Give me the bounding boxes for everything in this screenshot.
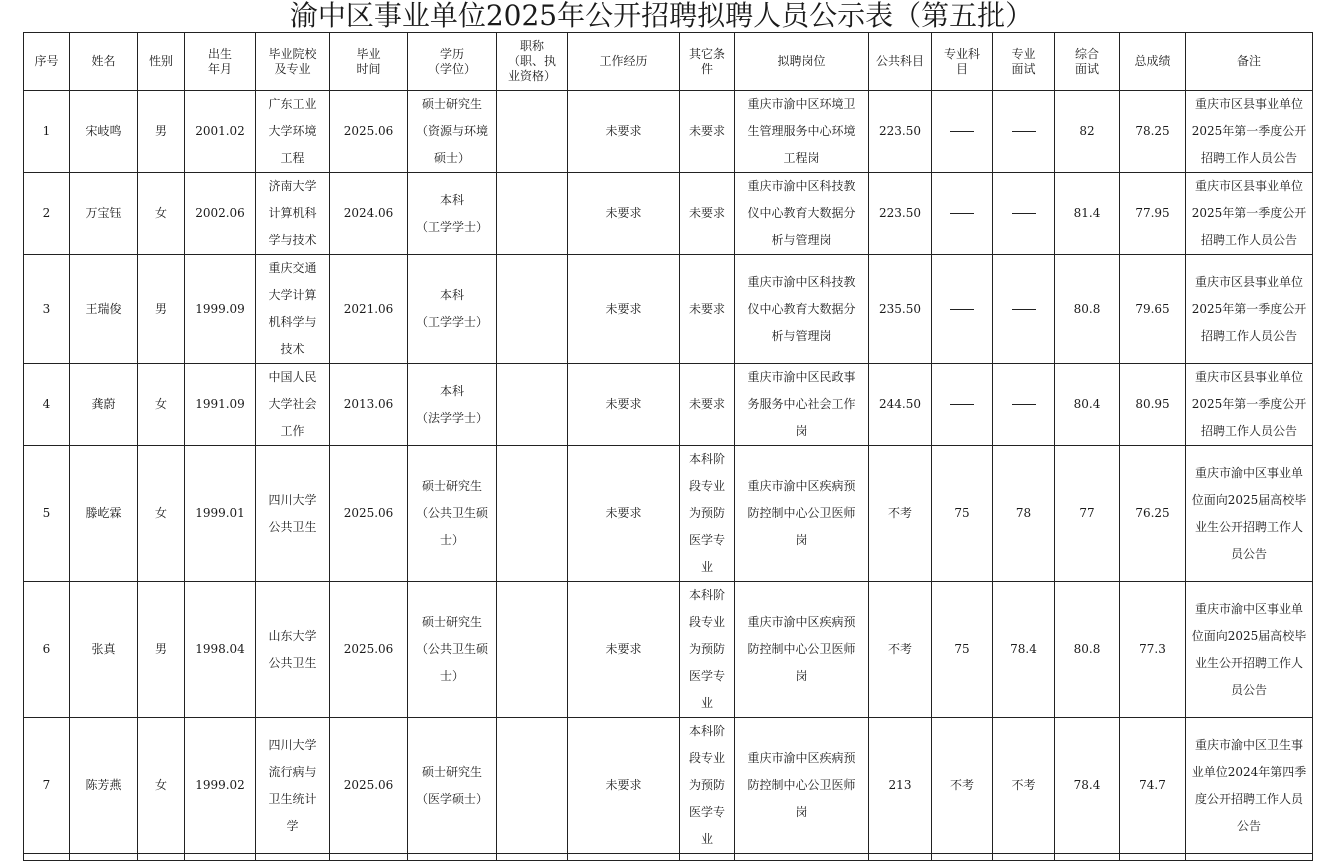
empty-cell — [1120, 854, 1186, 861]
cell-text: 本科阶 段专业 为预防 医学专 业 — [688, 452, 725, 574]
cell-name — [70, 582, 138, 718]
cell-no — [24, 364, 70, 446]
cell-text: 张真 — [91, 642, 116, 656]
cell-total — [1120, 255, 1186, 364]
empty-cell — [408, 854, 497, 861]
header-gender: 性别 — [138, 33, 185, 91]
empty-cell — [70, 854, 138, 861]
cell-grad-time — [330, 173, 408, 255]
cell-experience — [568, 255, 680, 364]
cell-gender — [138, 718, 185, 854]
cell-total — [1120, 582, 1186, 718]
cell-gender — [138, 364, 185, 446]
cell-title — [497, 173, 568, 255]
cell-total — [1120, 446, 1186, 582]
cell-text: 未要求 — [605, 301, 642, 316]
cell-text: 重庆市区县事业单位 2025年第一季度公开 招聘工作人员公告 — [1191, 274, 1307, 343]
cell-text: 1999.01 — [195, 506, 245, 520]
cell-text: 223.50 — [879, 124, 921, 138]
empty-cell — [680, 854, 735, 861]
cell-birth — [185, 364, 256, 446]
cell-text: 75 — [954, 642, 970, 656]
cell-gender — [138, 173, 185, 255]
cell-text: 男 — [154, 642, 167, 656]
cell-text: 本科 （工学学士） — [415, 192, 488, 234]
cell-experience — [568, 446, 680, 582]
cell-text: 4 — [42, 397, 51, 411]
cell-grad-time — [330, 446, 408, 582]
cell-experience — [568, 364, 680, 446]
cell-major-interview — [993, 446, 1055, 582]
cell-public — [869, 173, 932, 255]
cell-birth — [185, 173, 256, 255]
cell-text: 78.25 — [1135, 124, 1170, 138]
cell-text: 硕士研究生 （公共卫生硕 士） — [415, 615, 488, 683]
cell-text: 未要求 — [605, 206, 642, 220]
cell-text: 陈芳燕 — [85, 778, 122, 792]
table-row — [24, 582, 1313, 718]
cell-general-interview — [1055, 582, 1120, 718]
cell-remark — [1186, 255, 1313, 364]
header-post: 拟聘岗位 — [735, 33, 869, 91]
cell-general-interview — [1055, 255, 1120, 364]
cell-text: 78.4 — [1073, 778, 1101, 792]
cell-text: 四川大学 公共卫生 — [268, 492, 317, 534]
cell-school — [256, 91, 330, 173]
header-school: 毕业院校 及专业 — [256, 33, 330, 91]
cell-text: 不考 — [887, 506, 912, 520]
cell-text: 硕士研究生 （资源与环境 硕士） — [415, 97, 488, 165]
cell-other — [680, 173, 735, 255]
dash-mark — [950, 309, 974, 310]
header-general-interview: 综合 面试 — [1055, 33, 1120, 91]
cell-major-interview — [993, 718, 1055, 854]
header-name: 姓名 — [70, 33, 138, 91]
cell-major-exam — [932, 91, 993, 173]
table-header-row — [24, 33, 1313, 91]
cell-text: 80.95 — [1135, 397, 1170, 411]
cell-text: 滕屹霖 — [85, 506, 122, 520]
cell-major-exam — [932, 173, 993, 255]
empty-cell — [932, 854, 993, 861]
cell-degree — [408, 582, 497, 718]
cell-birth — [185, 446, 256, 582]
cell-public — [869, 364, 932, 446]
cell-text: 77 — [1079, 506, 1095, 520]
cell-text: 80.8 — [1073, 642, 1101, 656]
cell-text: 7 — [42, 778, 51, 792]
cell-experience — [568, 91, 680, 173]
cell-other — [680, 91, 735, 173]
cell-no — [24, 173, 70, 255]
cell-text: 未要求 — [688, 206, 725, 220]
cell-major-exam — [932, 364, 993, 446]
cell-text: 1991.09 — [195, 397, 245, 411]
cell-other — [680, 446, 735, 582]
cell-remark — [1186, 91, 1313, 173]
cell-name — [70, 255, 138, 364]
cell-experience — [568, 718, 680, 854]
dash-mark — [950, 213, 974, 214]
cell-text: 78.4 — [1010, 642, 1037, 656]
cell-gender — [138, 446, 185, 582]
cell-public — [869, 582, 932, 718]
cell-birth — [185, 582, 256, 718]
cell-text: 81.4 — [1073, 206, 1101, 220]
table-row — [24, 718, 1313, 854]
cell-birth — [185, 255, 256, 364]
cell-text: 女 — [154, 778, 167, 792]
cell-major-exam — [932, 446, 993, 582]
cell-post — [735, 255, 869, 364]
header-major-interview: 专业 面试 — [993, 33, 1055, 91]
dash-mark — [1012, 213, 1036, 214]
header-degree: 学历 （学位） — [408, 33, 497, 91]
cell-no — [24, 582, 70, 718]
cell-public — [869, 446, 932, 582]
cell-text: 75 — [954, 506, 970, 520]
cell-text: 男 — [154, 124, 167, 138]
cell-general-interview — [1055, 91, 1120, 173]
cell-birth — [185, 91, 256, 173]
cell-no — [24, 718, 70, 854]
cell-no — [24, 255, 70, 364]
cell-text: 未要求 — [605, 642, 642, 656]
table-row — [24, 364, 1313, 446]
cell-degree — [408, 255, 497, 364]
table-row — [24, 446, 1313, 582]
cell-remark — [1186, 582, 1313, 718]
cell-text: 重庆市渝中区事业单 位面向2025届高校毕 业生公开招聘工作人 员公告 — [1191, 601, 1307, 697]
cell-text: 中国人民 大学社会 工作 — [268, 370, 317, 438]
cell-text: 女 — [154, 397, 167, 411]
cell-text: 1998.04 — [195, 642, 245, 656]
cell-text: 78 — [1015, 506, 1032, 520]
empty-cell — [497, 854, 568, 861]
cell-post — [735, 582, 869, 718]
cell-gender — [138, 582, 185, 718]
cell-text: 未要求 — [688, 397, 725, 411]
cell-text: 龚蔚 — [91, 397, 116, 411]
cell-degree — [408, 718, 497, 854]
header-title: 职称 （职、执 业资格） — [497, 33, 568, 91]
cell-grad-time — [330, 255, 408, 364]
cell-text: 女 — [154, 206, 167, 220]
cell-text: 2025.06 — [343, 506, 394, 520]
cell-degree — [408, 446, 497, 582]
cell-name — [70, 91, 138, 173]
cell-text: 重庆市渝中区卫生事 业单位2024年第四季 度公开招聘工作人员 公告 — [1191, 737, 1307, 833]
empty-cell — [24, 854, 70, 861]
cell-school — [256, 446, 330, 582]
empty-cell — [256, 854, 330, 861]
cell-public — [869, 718, 932, 854]
cell-text: 2001.02 — [195, 124, 245, 138]
cell-major-interview — [993, 582, 1055, 718]
cell-title — [497, 446, 568, 582]
cell-general-interview — [1055, 173, 1120, 255]
cell-major-interview — [993, 173, 1055, 255]
cell-school — [256, 364, 330, 446]
cell-text: 重庆市渝中区民政事 务服务中心社会工作 岗 — [747, 370, 856, 438]
cell-post — [735, 446, 869, 582]
header-grad-time: 毕业 时间 — [330, 33, 408, 91]
cell-text: 不考 — [887, 642, 912, 656]
cell-post — [735, 718, 869, 854]
cell-major-exam — [932, 718, 993, 854]
cell-general-interview — [1055, 718, 1120, 854]
table-row-partial — [24, 854, 1313, 861]
cell-text: 女 — [154, 506, 167, 520]
cell-text: 244.50 — [879, 397, 921, 411]
cell-text: 79.65 — [1135, 301, 1170, 316]
cell-remark — [1186, 718, 1313, 854]
cell-grad-time — [330, 582, 408, 718]
cell-total — [1120, 91, 1186, 173]
cell-text: 6 — [42, 642, 51, 656]
cell-school — [256, 718, 330, 854]
cell-text: 硕士研究生 （公共卫生硕 士） — [415, 479, 488, 547]
cell-total — [1120, 173, 1186, 255]
empty-cell — [1055, 854, 1120, 861]
cell-name — [70, 364, 138, 446]
cell-title — [497, 91, 568, 173]
cell-text: 235.50 — [879, 301, 921, 316]
empty-cell — [185, 854, 256, 861]
dash-mark — [1012, 131, 1036, 132]
table-row — [24, 173, 1313, 255]
cell-experience — [568, 173, 680, 255]
cell-text: 不考 — [1011, 778, 1036, 792]
cell-remark — [1186, 446, 1313, 582]
cell-degree — [408, 364, 497, 446]
cell-major-exam — [932, 255, 993, 364]
cell-title — [497, 364, 568, 446]
cell-major-interview — [993, 91, 1055, 173]
cell-text: 未要求 — [605, 778, 642, 792]
cell-text: 济南大学 计算机科 学与技术 — [268, 179, 317, 247]
cell-text: 未要求 — [688, 301, 725, 316]
cell-text: 广东工业 大学环境 工程 — [268, 97, 317, 165]
cell-school — [256, 582, 330, 718]
cell-title — [497, 255, 568, 364]
cell-text: 2013.06 — [343, 397, 394, 411]
cell-text: 1 — [42, 124, 51, 138]
cell-text: 万宝钰 — [85, 206, 122, 220]
header-birth: 出生 年月 — [185, 33, 256, 91]
cell-text: 本科 （法学学士） — [415, 383, 488, 425]
header-other: 其它条 件 — [680, 33, 735, 91]
cell-name — [70, 173, 138, 255]
cell-degree — [408, 173, 497, 255]
cell-text: 未要求 — [605, 124, 642, 138]
header-total: 总成绩 — [1120, 33, 1186, 91]
cell-other — [680, 582, 735, 718]
cell-text: 2 — [42, 206, 51, 220]
cell-text: 山东大学 公共卫生 — [268, 628, 317, 670]
cell-major-exam — [932, 582, 993, 718]
cell-title — [497, 718, 568, 854]
cell-text: 重庆市渝中区科技教 仪中心教育大数据分 析与管理岗 — [747, 274, 856, 343]
cell-text: 77.3 — [1139, 642, 1166, 656]
cell-other — [680, 255, 735, 364]
cell-text: 5 — [42, 506, 51, 520]
cell-other — [680, 718, 735, 854]
cell-birth — [185, 718, 256, 854]
cell-text: 四川大学 流行病与 卫生统计 学 — [268, 737, 317, 833]
cell-text: 80.4 — [1073, 397, 1101, 411]
cell-text: 不考 — [949, 778, 974, 792]
cell-major-interview — [993, 255, 1055, 364]
cell-degree — [408, 91, 497, 173]
cell-text: 重庆市区县事业单位 2025年第一季度公开 招聘工作人员公告 — [1191, 179, 1307, 247]
cell-text: 本科阶 段专业 为预防 医学专 业 — [688, 588, 725, 710]
cell-text: 1999.09 — [195, 301, 245, 316]
cell-experience — [568, 582, 680, 718]
cell-text: 未要求 — [688, 124, 725, 138]
cell-text: 1999.02 — [195, 778, 245, 792]
cell-remark — [1186, 364, 1313, 446]
table-row — [24, 91, 1313, 173]
cell-grad-time — [330, 91, 408, 173]
cell-name — [70, 718, 138, 854]
cell-name — [70, 446, 138, 582]
cell-text: 2025.06 — [343, 642, 394, 656]
page-title: 渝中区事业单位2025年公开招聘拟聘人员公示表（第五批） — [289, 0, 1034, 32]
cell-text: 重庆市区县事业单位 2025年第一季度公开 招聘工作人员公告 — [1191, 370, 1307, 438]
empty-cell — [330, 854, 408, 861]
dash-mark — [950, 404, 974, 405]
header-experience: 工作经历 — [568, 33, 680, 91]
cell-text: 未要求 — [605, 506, 642, 520]
empty-cell — [568, 854, 680, 861]
cell-text: 男 — [154, 301, 167, 316]
dash-mark — [1012, 404, 1036, 405]
header-remark: 备注 — [1186, 33, 1313, 91]
cell-public — [869, 255, 932, 364]
dash-mark — [1012, 309, 1036, 310]
cell-text: 2025.06 — [343, 778, 394, 792]
table-row — [24, 255, 1313, 364]
cell-text: 本科阶 段专业 为预防 医学专 业 — [688, 724, 725, 846]
cell-text: 宋岐鸣 — [85, 124, 122, 138]
cell-text: 213 — [888, 778, 912, 792]
cell-total — [1120, 364, 1186, 446]
cell-text: 未要求 — [605, 397, 642, 411]
cell-post — [735, 173, 869, 255]
cell-text: 77.95 — [1135, 206, 1170, 220]
cell-major-interview — [993, 364, 1055, 446]
cell-text: 82 — [1079, 124, 1095, 138]
cell-title — [497, 582, 568, 718]
header-major-exam: 专业科 目 — [932, 33, 993, 91]
cell-text: 3 — [42, 301, 51, 316]
cell-school — [256, 173, 330, 255]
cell-text: 223.50 — [879, 206, 921, 220]
cell-school — [256, 255, 330, 364]
cell-gender — [138, 255, 185, 364]
cell-post — [735, 91, 869, 173]
cell-public — [869, 91, 932, 173]
table-body — [24, 91, 1313, 861]
cell-other — [680, 364, 735, 446]
cell-no — [24, 446, 70, 582]
cell-text: 重庆市渝中区疾病预 防控制中心公卫医师 岗 — [747, 479, 856, 547]
candidate-table — [23, 32, 1313, 861]
cell-grad-time — [330, 718, 408, 854]
cell-text: 重庆市渝中区疾病预 防控制中心公卫医师 岗 — [747, 751, 856, 819]
cell-text: 重庆市渝中区疾病预 防控制中心公卫医师 岗 — [747, 615, 856, 683]
empty-cell — [735, 854, 869, 861]
header-no: 序号 — [24, 33, 70, 91]
cell-text: 重庆交通 大学计算 机科学与 技术 — [268, 261, 317, 356]
cell-text: 重庆市渝中区环境卫 生管理服务中心环境 工程岗 — [747, 97, 856, 165]
cell-text: 重庆市区县事业单位 2025年第一季度公开 招聘工作人员公告 — [1191, 97, 1307, 165]
empty-cell — [138, 854, 185, 861]
cell-text: 硕士研究生 （医学硕士） — [415, 764, 488, 806]
cell-general-interview — [1055, 364, 1120, 446]
cell-text: 2021.06 — [343, 301, 394, 316]
cell-no — [24, 91, 70, 173]
cell-total — [1120, 718, 1186, 854]
cell-text: 2025.06 — [343, 124, 394, 138]
cell-gender — [138, 91, 185, 173]
cell-text: 74.7 — [1139, 778, 1166, 792]
empty-cell — [993, 854, 1055, 861]
cell-text: 王瑞俊 — [85, 301, 122, 316]
cell-text: 本科 （工学学士） — [415, 288, 488, 329]
cell-post — [735, 364, 869, 446]
cell-text: 重庆市渝中区科技教 仪中心教育大数据分 析与管理岗 — [747, 179, 856, 247]
cell-text: 重庆市渝中区事业单 位面向2025届高校毕 业生公开招聘工作人 员公告 — [1191, 465, 1307, 561]
cell-grad-time — [330, 364, 408, 446]
cell-text: 76.25 — [1135, 506, 1170, 520]
empty-cell — [869, 854, 932, 861]
header-public: 公共科目 — [869, 33, 932, 91]
cell-remark — [1186, 173, 1313, 255]
cell-text: 2024.06 — [343, 206, 394, 220]
dash-mark — [950, 131, 974, 132]
empty-cell — [1186, 854, 1313, 861]
cell-general-interview — [1055, 446, 1120, 582]
cell-text: 2002.06 — [195, 206, 245, 220]
cell-text: 80.8 — [1073, 301, 1101, 316]
